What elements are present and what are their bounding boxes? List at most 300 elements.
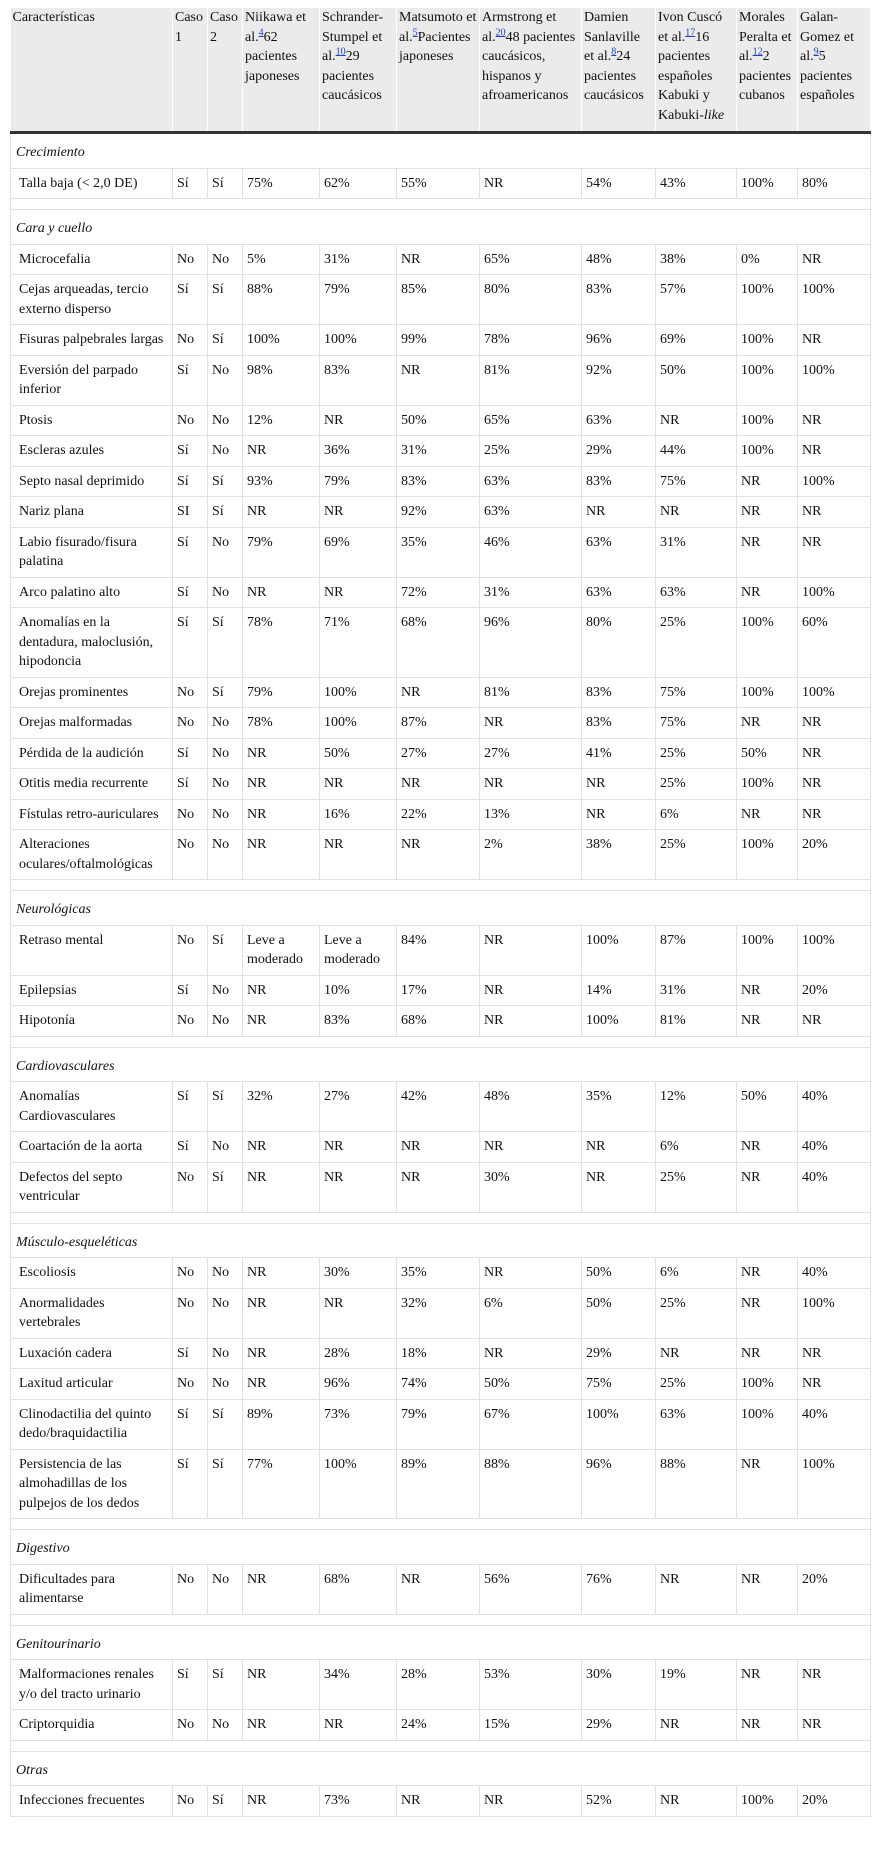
- table-cell: No: [173, 244, 208, 275]
- column-header: Caso 2: [208, 8, 243, 133]
- table-cell: 63%: [582, 577, 656, 608]
- table-cell: 100%: [737, 1786, 798, 1817]
- table-cell: No: [173, 405, 208, 436]
- table-cell: NR: [243, 1162, 320, 1212]
- table-cell: 24%: [397, 1710, 480, 1741]
- reference-link[interactable]: 10: [335, 46, 346, 58]
- table-cell: Sí: [173, 1449, 208, 1519]
- table-cell: 63%: [582, 405, 656, 436]
- table-cell: 48%: [582, 244, 656, 275]
- table-cell: 100%: [737, 355, 798, 405]
- table-cell: 50%: [320, 738, 397, 769]
- table-cell: Sí: [208, 275, 243, 325]
- table-cell: NR: [737, 1132, 798, 1163]
- feature-label: Alteraciones oculares/oftalmológicas: [11, 830, 173, 880]
- table-cell: NR: [656, 405, 737, 436]
- table-cell: 54%: [582, 168, 656, 199]
- table-cell: 25%: [656, 1162, 737, 1212]
- feature-label: Pérdida de la audición: [11, 738, 173, 769]
- table-cell: 50%: [397, 405, 480, 436]
- table-cell: 25%: [656, 1369, 737, 1400]
- reference-link[interactable]: 8: [611, 46, 617, 58]
- table-cell: No: [173, 799, 208, 830]
- table-cell: NR: [656, 1786, 737, 1817]
- feature-label: Labio fisurado/fisura palatina: [11, 527, 173, 577]
- table-cell: NR: [243, 1338, 320, 1369]
- table-cell: Sí: [208, 925, 243, 975]
- table-cell: 100%: [582, 1399, 656, 1449]
- table-cell: NR: [798, 527, 871, 577]
- table-cell: 96%: [582, 1449, 656, 1519]
- table-cell: No: [208, 769, 243, 800]
- table-cell: No: [208, 244, 243, 275]
- table-cell: Sí: [173, 1082, 208, 1132]
- table-cell: NR: [480, 1338, 582, 1369]
- table-cell: 46%: [480, 527, 582, 577]
- reference-link[interactable]: 12: [752, 46, 763, 58]
- table-cell: 0%: [737, 244, 798, 275]
- table-cell: NR: [798, 244, 871, 275]
- table-row: [11, 608, 871, 678]
- table-cell: 75%: [243, 168, 320, 199]
- table-cell: No: [208, 577, 243, 608]
- table-cell: 83%: [320, 355, 397, 405]
- table-cell: 80%: [798, 168, 871, 199]
- column-header: Galan-Gomez et al.$^9$5 pacientes españoles: [798, 8, 871, 133]
- table-cell: No: [208, 1258, 243, 1289]
- table-cell: 88%: [656, 1449, 737, 1519]
- table-cell: 100%: [243, 325, 320, 356]
- table-cell: 17%: [397, 975, 480, 1006]
- table-row: [11, 497, 871, 528]
- table-cell: 79%: [320, 275, 397, 325]
- feature-label: Anomalías Cardiovasculares: [11, 1082, 173, 1132]
- table-cell: NR: [243, 975, 320, 1006]
- table-cell: Sí: [173, 1132, 208, 1163]
- table-cell: 25%: [656, 830, 737, 880]
- table-cell: 44%: [656, 436, 737, 467]
- table-cell: NR: [320, 1162, 397, 1212]
- table-cell: 74%: [397, 1369, 480, 1400]
- table-cell: NR: [320, 577, 397, 608]
- table-cell: NR: [798, 769, 871, 800]
- table-cell: 69%: [656, 325, 737, 356]
- table-row: [11, 1449, 871, 1519]
- table-cell: 89%: [397, 1449, 480, 1519]
- table-cell: 50%: [582, 1288, 656, 1338]
- section-title: Otras: [11, 1751, 871, 1786]
- table-cell: NR: [243, 1369, 320, 1400]
- table-cell: 20%: [798, 1786, 871, 1817]
- clinical-features-table: [10, 8, 871, 1817]
- table-cell: 13%: [480, 799, 582, 830]
- table-cell: 100%: [737, 275, 798, 325]
- table-row: [11, 1369, 871, 1400]
- table-cell: 68%: [320, 1564, 397, 1614]
- table-cell: NR: [243, 1660, 320, 1710]
- table-cell: 32%: [397, 1288, 480, 1338]
- table-cell: 43%: [656, 168, 737, 199]
- table-cell: 6%: [656, 799, 737, 830]
- feature-label: Hipotonía: [11, 1006, 173, 1037]
- table-cell: NR: [737, 708, 798, 739]
- table-cell: 83%: [582, 708, 656, 739]
- table-cell: 35%: [582, 1082, 656, 1132]
- table-cell: 68%: [397, 1006, 480, 1037]
- section-header-row: [11, 210, 871, 245]
- table-row: [11, 168, 871, 199]
- table-cell: 79%: [243, 677, 320, 708]
- table-cell: NR: [243, 1006, 320, 1037]
- table-cell: NR: [656, 1564, 737, 1614]
- table-header-row: [11, 8, 871, 133]
- section-title: Cara y cuello: [11, 210, 871, 245]
- table-cell: NR: [480, 1006, 582, 1037]
- table-cell: No: [208, 1710, 243, 1741]
- section-spacer: [11, 1212, 871, 1223]
- table-cell: 50%: [737, 738, 798, 769]
- table-cell: 25%: [480, 436, 582, 467]
- table-row: [11, 1006, 871, 1037]
- column-header: Niikawa et al.$^4$62 pacientes japoneses: [243, 8, 320, 133]
- table-cell: 67%: [480, 1399, 582, 1449]
- table-cell: 63%: [582, 527, 656, 577]
- feature-label: Arco palatino alto: [11, 577, 173, 608]
- table-cell: 50%: [737, 1082, 798, 1132]
- table-cell: NR: [243, 1258, 320, 1289]
- table-cell: NR: [582, 769, 656, 800]
- column-header: Caso 1: [173, 8, 208, 133]
- table-cell: 63%: [656, 1399, 737, 1449]
- section-title: Neurológicas: [11, 891, 871, 926]
- feature-label: Laxitud articular: [11, 1369, 173, 1400]
- table-cell: NR: [656, 1338, 737, 1369]
- table-cell: NR: [737, 799, 798, 830]
- table-cell: NR: [798, 1710, 871, 1741]
- table-cell: 38%: [656, 244, 737, 275]
- table-cell: NR: [397, 677, 480, 708]
- feature-label: Anomalías en la dentadura, maloclusión, hipodoncia: [11, 608, 173, 678]
- table-cell: NR: [798, 436, 871, 467]
- table-cell: NR: [320, 830, 397, 880]
- table-cell: 100%: [798, 275, 871, 325]
- feature-label: Luxación cadera: [11, 1338, 173, 1369]
- table-cell: NR: [243, 738, 320, 769]
- feature-label: Defectos del septo ventricular: [11, 1162, 173, 1212]
- section-title: Músculo-esqueléticas: [11, 1223, 871, 1258]
- table-cell: 32%: [243, 1082, 320, 1132]
- section-header-row: [11, 1223, 871, 1258]
- table-cell: No: [208, 1564, 243, 1614]
- table-cell: 50%: [656, 355, 737, 405]
- section-header-row: [11, 1751, 871, 1786]
- table-cell: 31%: [320, 244, 397, 275]
- table-cell: 81%: [480, 355, 582, 405]
- section-header-row: [11, 1530, 871, 1565]
- section-title: Crecimiento: [11, 133, 871, 169]
- feature-label: Criptorquidia: [11, 1710, 173, 1741]
- table-cell: Sí: [173, 466, 208, 497]
- table-cell: No: [173, 830, 208, 880]
- feature-label: Persistencia de las almohadillas de los pulpejos de los dedos: [11, 1449, 173, 1519]
- table-cell: 63%: [480, 466, 582, 497]
- column-header: Ivon Cuscó et al.$^{17}$16 pacientes españoles Kabuki y Kabuki-like: [656, 8, 737, 133]
- reference-link[interactable]: 17: [685, 26, 696, 38]
- table-cell: Sí: [173, 577, 208, 608]
- table-cell: Sí: [173, 1399, 208, 1449]
- table-cell: 69%: [320, 527, 397, 577]
- table-cell: 75%: [656, 677, 737, 708]
- table-cell: 55%: [397, 168, 480, 199]
- table-row: [11, 275, 871, 325]
- table-cell: 71%: [320, 608, 397, 678]
- table-cell: 72%: [397, 577, 480, 608]
- table-cell: No: [208, 830, 243, 880]
- table-row: [11, 1338, 871, 1369]
- table-cell: 83%: [582, 275, 656, 325]
- table-row: [11, 1399, 871, 1449]
- table-cell: Sí: [208, 677, 243, 708]
- table-cell: NR: [397, 830, 480, 880]
- table-row: [11, 244, 871, 275]
- reference-link[interactable]: 9: [813, 46, 819, 58]
- table-cell: 41%: [582, 738, 656, 769]
- table-cell: NR: [397, 244, 480, 275]
- reference-link[interactable]: 5: [412, 26, 418, 38]
- table-cell: 75%: [582, 1369, 656, 1400]
- table-cell: No: [208, 405, 243, 436]
- table-cell: NR: [397, 355, 480, 405]
- table-cell: No: [173, 1710, 208, 1741]
- table-cell: No: [173, 677, 208, 708]
- feature-label: Malformaciones renales y/o del tracto urinario: [11, 1660, 173, 1710]
- table-cell: 52%: [582, 1786, 656, 1817]
- column-header: Armstrong et al.$^{20}$48 pacientes caucásicos, hispanos y afroamericanos: [480, 8, 582, 133]
- table-cell: 30%: [480, 1162, 582, 1212]
- table-cell: 56%: [480, 1564, 582, 1614]
- table-cell: Sí: [208, 1162, 243, 1212]
- table-cell: 100%: [737, 1369, 798, 1400]
- table-cell: NR: [798, 1369, 871, 1400]
- table-cell: 27%: [320, 1082, 397, 1132]
- table-cell: 18%: [397, 1338, 480, 1369]
- table-cell: NR: [582, 1132, 656, 1163]
- table-cell: 84%: [397, 925, 480, 975]
- table-cell: Sí: [208, 168, 243, 199]
- table-cell: 100%: [737, 405, 798, 436]
- table-cell: NR: [397, 1162, 480, 1212]
- table-cell: Sí: [208, 1660, 243, 1710]
- table-cell: Sí: [173, 436, 208, 467]
- table-cell: NR: [798, 325, 871, 356]
- table-cell: Sí: [208, 608, 243, 678]
- table-cell: 25%: [656, 608, 737, 678]
- table-row: [11, 738, 871, 769]
- table-cell: NR: [397, 1786, 480, 1817]
- section-spacer: [11, 1614, 871, 1625]
- column-header: Schrander-Stumpel et al.$^{10}$29 pacientes caucásicos: [320, 8, 397, 133]
- table-cell: NR: [243, 1786, 320, 1817]
- table-cell: NR: [397, 1132, 480, 1163]
- table-cell: NR: [737, 1338, 798, 1369]
- table-cell: 6%: [656, 1258, 737, 1289]
- table-cell: NR: [320, 405, 397, 436]
- table-cell: 78%: [243, 708, 320, 739]
- reference-link[interactable]: 4: [258, 26, 264, 38]
- table-cell: NR: [243, 1710, 320, 1741]
- table-cell: NR: [582, 799, 656, 830]
- table-cell: 100%: [737, 608, 798, 678]
- table-cell: NR: [737, 1564, 798, 1614]
- table-cell: NR: [243, 1288, 320, 1338]
- table-cell: Sí: [173, 975, 208, 1006]
- table-cell: NR: [798, 497, 871, 528]
- table-cell: 63%: [656, 577, 737, 608]
- table-cell: NR: [243, 1132, 320, 1163]
- section-spacer: [11, 1036, 871, 1047]
- table-cell: NR: [798, 405, 871, 436]
- table-cell: 83%: [320, 1006, 397, 1037]
- table-cell: No: [173, 1288, 208, 1338]
- table-cell: 92%: [397, 497, 480, 528]
- table-cell: 31%: [656, 975, 737, 1006]
- table-cell: 28%: [320, 1338, 397, 1369]
- table-cell: Sí: [173, 1338, 208, 1369]
- table-cell: 100%: [320, 708, 397, 739]
- table-cell: 100%: [798, 677, 871, 708]
- table-cell: NR: [243, 830, 320, 880]
- table-cell: 100%: [737, 677, 798, 708]
- table-cell: NR: [480, 1258, 582, 1289]
- feature-label: Cejas arqueadas, tercio externo disperso: [11, 275, 173, 325]
- table-cell: 81%: [656, 1006, 737, 1037]
- table-cell: NR: [737, 1710, 798, 1741]
- table-cell: 29%: [582, 436, 656, 467]
- table-cell: NR: [582, 1162, 656, 1212]
- table-cell: 83%: [397, 466, 480, 497]
- table-cell: Leve a moderado: [320, 925, 397, 975]
- table-cell: 2%: [480, 830, 582, 880]
- table-cell: 83%: [582, 677, 656, 708]
- table-cell: 48%: [480, 1082, 582, 1132]
- table-cell: No: [208, 1288, 243, 1338]
- table-cell: 100%: [320, 325, 397, 356]
- table-row: [11, 1082, 871, 1132]
- table-cell: NR: [798, 1660, 871, 1710]
- table-body: [11, 133, 871, 1817]
- table-cell: No: [173, 1162, 208, 1212]
- table-cell: NR: [243, 769, 320, 800]
- table-cell: 40%: [798, 1258, 871, 1289]
- table-cell: Sí: [208, 1449, 243, 1519]
- table-cell: 50%: [480, 1369, 582, 1400]
- table-cell: NR: [737, 1258, 798, 1289]
- feature-label: Escleras azules: [11, 436, 173, 467]
- table-cell: 88%: [243, 275, 320, 325]
- table-cell: NR: [798, 708, 871, 739]
- table-cell: Sí: [173, 769, 208, 800]
- table-cell: NR: [737, 1006, 798, 1037]
- reference-link[interactable]: 20: [495, 26, 506, 38]
- table-cell: 15%: [480, 1710, 582, 1741]
- table-row: [11, 355, 871, 405]
- table-cell: 29%: [582, 1710, 656, 1741]
- table-cell: 5%: [243, 244, 320, 275]
- feature-label: Otitis media recurrente: [11, 769, 173, 800]
- section-title: Digestivo: [11, 1530, 871, 1565]
- table-cell: 42%: [397, 1082, 480, 1132]
- feature-label: Anormalidades vertebrales: [11, 1288, 173, 1338]
- table-cell: NR: [397, 1564, 480, 1614]
- table-cell: 77%: [243, 1449, 320, 1519]
- table-cell: 25%: [656, 1288, 737, 1338]
- table-cell: 25%: [656, 738, 737, 769]
- table-cell: 30%: [320, 1258, 397, 1289]
- section-spacer: [11, 199, 871, 210]
- table-cell: 79%: [397, 1399, 480, 1449]
- table-cell: No: [208, 1369, 243, 1400]
- table-row: [11, 436, 871, 467]
- table-cell: NR: [737, 466, 798, 497]
- table-cell: NR: [480, 1786, 582, 1817]
- feature-label: Nariz plana: [11, 497, 173, 528]
- table-row: [11, 1660, 871, 1710]
- table-cell: NR: [737, 577, 798, 608]
- feature-label: Septo nasal deprimido: [11, 466, 173, 497]
- table-cell: 36%: [320, 436, 397, 467]
- table-cell: 93%: [243, 466, 320, 497]
- table-cell: 100%: [798, 355, 871, 405]
- table-cell: NR: [798, 738, 871, 769]
- table-cell: NR: [582, 497, 656, 528]
- table-cell: 63%: [480, 497, 582, 528]
- table-cell: No: [173, 708, 208, 739]
- table-cell: NR: [737, 1162, 798, 1212]
- table-cell: 38%: [582, 830, 656, 880]
- table-cell: Leve a moderado: [243, 925, 320, 975]
- table-cell: 57%: [656, 275, 737, 325]
- table-cell: 22%: [397, 799, 480, 830]
- table-cell: NR: [320, 1132, 397, 1163]
- table-cell: No: [173, 925, 208, 975]
- table-row: [11, 1710, 871, 1741]
- table-cell: 100%: [737, 1399, 798, 1449]
- table-cell: 16%: [320, 799, 397, 830]
- feature-label: Fístulas retro-auriculares: [11, 799, 173, 830]
- table-cell: 87%: [656, 925, 737, 975]
- table-row: [11, 325, 871, 356]
- table-row: [11, 577, 871, 608]
- table-cell: 81%: [480, 677, 582, 708]
- feature-label: Talla baja (< 2,0 DE): [11, 168, 173, 199]
- table-cell: Sí: [173, 275, 208, 325]
- table-cell: 100%: [737, 325, 798, 356]
- table-cell: 100%: [798, 466, 871, 497]
- table-cell: No: [208, 355, 243, 405]
- feature-label: Microcefalia: [11, 244, 173, 275]
- table-cell: Sí: [173, 168, 208, 199]
- table-cell: 68%: [397, 608, 480, 678]
- table-cell: 79%: [320, 466, 397, 497]
- table-row: [11, 1564, 871, 1614]
- table-cell: No: [208, 436, 243, 467]
- feature-label: Dificultades para alimentarse: [11, 1564, 173, 1614]
- table-row: [11, 527, 871, 577]
- feature-label: Retraso mental: [11, 925, 173, 975]
- table-cell: Sí: [173, 738, 208, 769]
- column-header: Damien Sanlaville et al.$^8$24 pacientes caucásicos: [582, 8, 656, 133]
- table-cell: No: [208, 799, 243, 830]
